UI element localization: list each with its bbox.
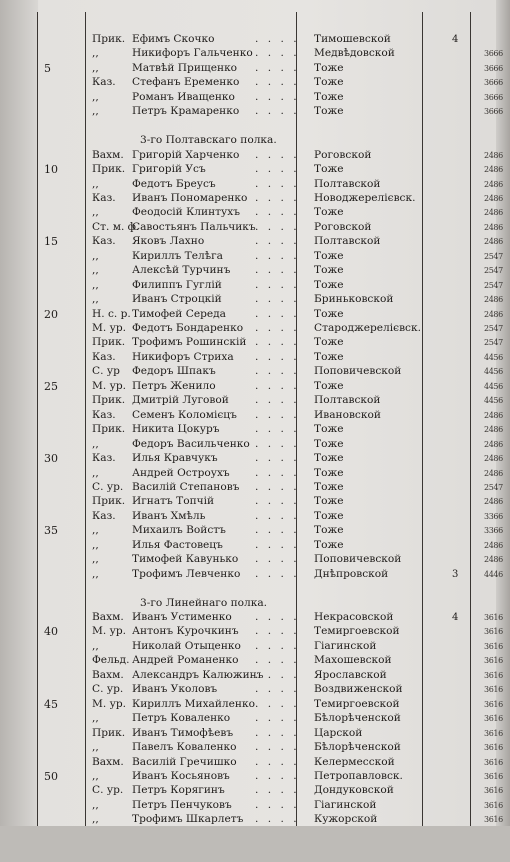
leader-dots: . . . . <box>255 798 300 811</box>
id-fragment-cell: 2486 <box>484 165 503 175</box>
name-cell: Петръ Женило <box>132 379 216 392</box>
rank-cell: Прик. <box>92 726 126 739</box>
leader-dots: . . . . <box>255 437 300 450</box>
id-fragment-cell: 2547 <box>484 280 503 290</box>
id-fragment-cell: 3616 <box>484 771 503 781</box>
rank-cell: Ст. м. ф. <box>92 220 140 233</box>
stanitsa-cell: Днѣпровской <box>314 567 389 580</box>
rank-cell: ,, <box>92 90 99 103</box>
row-number: 10 <box>44 163 58 177</box>
name-cell: Филиппъ Гуглій <box>132 278 222 291</box>
rank-cell: М. ур. <box>92 322 126 334</box>
id-fragment-cell: 3616 <box>484 641 503 651</box>
rank-cell: ,, <box>92 437 99 450</box>
id-fragment-cell: 2486 <box>484 497 503 507</box>
rank-cell: Прик. <box>92 163 126 176</box>
leader-dots: . . . . <box>255 163 300 176</box>
name-cell: Тимофей Середа <box>132 307 226 320</box>
rank-cell: ,, <box>92 567 99 580</box>
rank-cell: Каз. <box>92 235 116 248</box>
id-fragment-cell: 4446 <box>484 569 503 579</box>
stanitsa-cell: Новоджерелієвск. <box>314 191 416 204</box>
leader-dots: . . . . <box>255 726 300 739</box>
stanitsa-cell: Тоже <box>314 466 344 479</box>
rank-cell: М. ур. <box>92 625 126 638</box>
name-cell: Иванъ Хмѣль <box>132 509 206 522</box>
rank-cell: ,, <box>92 206 99 219</box>
leader-dots: . . . . <box>255 654 300 667</box>
id-fragment-cell: 4456 <box>484 367 503 377</box>
stanitsa-cell: Тоже <box>314 249 344 262</box>
name-cell: Иванъ Уколовъ <box>132 683 218 696</box>
name-cell: Александръ Калюжинъ <box>132 668 264 681</box>
leader-dots: . . . . <box>255 61 300 74</box>
name-cell: Николай Отыценко <box>132 639 241 652</box>
rank-cell: Каз. <box>92 452 116 465</box>
stanitsa-cell: Тоже <box>314 90 344 103</box>
leader-dots: . . . . <box>255 495 300 508</box>
stanitsa-cell: Тоже <box>314 105 344 118</box>
leader-dots: . . . . <box>255 466 300 479</box>
id-fragment-cell: 3616 <box>484 743 503 753</box>
stanitsa-cell: Дондуковской <box>314 784 394 797</box>
id-fragment-cell: 3666 <box>484 49 503 59</box>
stanitsa-cell: Темиргоевской <box>314 625 400 638</box>
rank-cell: Вахм. <box>92 668 124 681</box>
name-cell: Яковъ Лахно <box>132 235 205 248</box>
rank-cell: ,, <box>92 293 99 306</box>
leader-dots: . . . . <box>255 249 300 262</box>
id-fragment-cell: 3366 <box>484 526 503 536</box>
stanitsa-cell: Староджерелієвск. <box>314 322 421 334</box>
leader-dots: . . . . <box>255 220 300 233</box>
id-fragment-cell: 3616 <box>484 714 503 724</box>
name-cell: Павелъ Коваленко <box>132 741 237 754</box>
rank-cell: С. ур. <box>92 683 124 696</box>
id-fragment-cell: 2486 <box>484 150 503 160</box>
leader-dots: . . . . <box>255 408 300 421</box>
stanitsa-cell: Гіагинской <box>314 639 377 652</box>
id-fragment-cell: 2486 <box>484 295 503 305</box>
leader-dots: . . . . <box>255 177 300 190</box>
id-fragment-cell: 3616 <box>484 728 503 738</box>
stanitsa-cell: Тоже <box>314 423 344 436</box>
leader-dots: . . . . <box>255 350 300 363</box>
leader-dots: . . . . <box>255 639 300 652</box>
leader-dots: . . . . <box>255 336 300 349</box>
name-cell: Федотъ Бреусъ <box>132 177 216 190</box>
name-cell: Антонъ Курочкинъ <box>132 625 239 638</box>
leader-dots: . . . . <box>255 755 300 768</box>
name-cell: Стефанъ Еременко <box>132 76 240 89</box>
stanitsa-cell: Ярославской <box>314 668 387 681</box>
name-cell: Михаилъ Войстъ <box>132 524 226 537</box>
name-cell: Ефимъ Скочко <box>132 33 215 45</box>
name-cell: Алексѣй Турчинъ <box>132 264 231 277</box>
id-fragment-cell: 3616 <box>484 656 503 666</box>
stanitsa-cell: Некрасовской <box>314 611 394 623</box>
rank-cell: ,, <box>92 524 99 537</box>
name-cell: Петръ Корягинъ <box>132 784 225 797</box>
stanitsa-cell: Тоже <box>314 452 344 465</box>
leader-dots: . . . . <box>255 394 300 407</box>
leader-dots: . . . . <box>255 47 300 60</box>
name-cell: Тимофей Кавунько <box>132 553 239 566</box>
name-cell: Федоръ Васильченко <box>132 437 250 450</box>
count-cell: 3 <box>452 568 459 580</box>
rank-cell: Прик. <box>92 394 126 407</box>
id-fragment-cell: 2486 <box>484 179 503 189</box>
id-fragment-cell: 2486 <box>484 555 503 565</box>
id-fragment-cell: 3616 <box>484 627 503 637</box>
stanitsa-cell: Полтавской <box>314 394 381 407</box>
stanitsa-cell: Тоже <box>314 350 344 363</box>
id-fragment-cell: 3616 <box>484 786 503 796</box>
leader-dots: . . . . <box>255 712 300 725</box>
leader-dots: . . . . <box>255 206 300 219</box>
stanitsa-cell: Кужорской <box>314 813 378 826</box>
row-number: 45 <box>44 697 58 711</box>
leader-dots: . . . . <box>255 625 300 638</box>
id-fragment-cell: 2547 <box>484 266 503 276</box>
leader-dots: . . . . <box>255 553 300 566</box>
leader-dots: . . . . <box>255 293 300 306</box>
leader-dots: . . . . <box>255 683 300 696</box>
rank-cell: ,, <box>92 769 99 782</box>
stanitsa-cell: Роговской <box>314 220 372 233</box>
leader-dots: . . . . <box>255 524 300 537</box>
stanitsa-cell: Тоже <box>314 379 344 392</box>
rank-cell: Прик. <box>92 336 126 349</box>
id-fragment-cell: 2547 <box>484 251 503 261</box>
stanitsa-cell: Царской <box>314 726 363 739</box>
count-cell: 4 <box>452 612 459 623</box>
name-cell: Иванъ Устименко <box>132 611 232 623</box>
leader-dots: . . . . <box>255 379 300 392</box>
row-number: 30 <box>44 452 58 466</box>
rank-cell: ,, <box>92 47 99 60</box>
rank-cell: М. ур. <box>92 379 126 392</box>
id-fragment-cell: 2486 <box>484 425 503 435</box>
name-cell: Григорій Харченко <box>132 148 240 161</box>
leader-dots: . . . . <box>255 784 300 797</box>
id-fragment-cell: 2486 <box>484 193 503 203</box>
stanitsa-cell: Медвѣдовской <box>314 47 395 60</box>
rank-cell: Прик. <box>92 495 126 508</box>
leader-dots: . . . . <box>255 365 300 378</box>
count-cell: 4 <box>452 34 459 45</box>
name-cell: Матвѣй Прищенко <box>132 61 238 74</box>
rank-cell: ,, <box>92 249 99 262</box>
rank-cell: ,, <box>92 813 99 826</box>
id-fragment-cell: 2486 <box>484 468 503 478</box>
name-cell: Трофимъ Левченко <box>132 567 241 580</box>
rank-cell: Прик. <box>92 33 126 45</box>
stanitsa-cell: Тоже <box>314 264 344 277</box>
id-fragment-cell: 2486 <box>484 540 503 550</box>
stanitsa-cell: Тоже <box>314 61 344 74</box>
name-cell: Петръ Коваленко <box>132 712 231 725</box>
leader-dots: . . . . <box>255 480 300 493</box>
name-cell: Трофимъ Шкарлетъ <box>132 813 244 826</box>
id-fragment-cell: 2486 <box>484 237 503 247</box>
row-number: 50 <box>44 769 58 783</box>
row-number: 35 <box>44 524 58 538</box>
page-bottom-margin <box>0 826 510 862</box>
stanitsa-cell: Темиргоевской <box>314 697 400 710</box>
rank-cell: С. ур. <box>92 480 124 493</box>
name-cell: Никифоръ Гальченко <box>132 47 253 60</box>
leader-dots: . . . . <box>255 235 300 248</box>
name-cell: Илья Фастовецъ <box>132 538 223 551</box>
name-cell: Никита Цокуръ <box>132 423 220 436</box>
stanitsa-cell: Полтавской <box>314 177 381 190</box>
stanitsa-cell: Тоже <box>314 437 344 450</box>
rank-cell: Вахм. <box>92 148 124 161</box>
name-cell: Иванъ Пономаренко <box>132 191 248 204</box>
id-fragment-cell: 3616 <box>484 815 503 825</box>
rank-cell: Каз. <box>92 509 116 522</box>
rank-cell: ,, <box>92 798 99 811</box>
rank-cell: Каз. <box>92 408 116 421</box>
row-number: 5 <box>44 61 51 75</box>
id-fragment-cell: 3666 <box>484 63 503 73</box>
rank-cell: ,, <box>92 553 99 566</box>
stanitsa-cell: Бриньковской <box>314 293 394 306</box>
id-fragment-cell: 3616 <box>484 800 503 810</box>
rank-cell: ,, <box>92 177 99 190</box>
name-cell: Кириллъ Телѣга <box>132 249 223 262</box>
leader-dots: . . . . <box>255 76 300 89</box>
rank-cell: Вахм. <box>92 755 124 768</box>
row-number: 15 <box>44 235 58 249</box>
name-cell: Никифоръ Стриха <box>132 350 234 363</box>
rank-cell: Каз. <box>92 191 116 204</box>
name-cell: Семенъ Коломієцъ <box>132 408 237 421</box>
stanitsa-cell: Роговской <box>314 148 372 161</box>
rank-cell: ,, <box>92 264 99 277</box>
rank-cell: ,, <box>92 538 99 551</box>
name-cell: Феодосій Клинтухъ <box>132 206 240 219</box>
id-fragment-cell: 4456 <box>484 396 503 406</box>
name-cell: Андрей Романенко <box>132 654 239 667</box>
id-fragment-cell: 3616 <box>484 699 503 709</box>
stanitsa-cell: Полтавской <box>314 235 381 248</box>
row-number: 40 <box>44 625 58 639</box>
rank-cell: ,, <box>92 712 99 725</box>
stanitsa-cell: Бѣлорѣченской <box>314 741 401 754</box>
stanitsa-cell: Гіагинской <box>314 798 377 811</box>
id-fragment-cell: 2486 <box>484 208 503 218</box>
name-cell: Савостьянъ Пальчикъ <box>132 220 256 233</box>
id-fragment-cell: 2486 <box>484 410 503 420</box>
stanitsa-cell: Тоже <box>314 495 344 508</box>
id-fragment-cell: 2547 <box>484 338 503 348</box>
name-cell: Андрей Остроухъ <box>132 466 230 479</box>
id-fragment-cell: 2486 <box>484 454 503 464</box>
rank-cell: ,, <box>92 639 99 652</box>
table-row <box>0 566 510 583</box>
rank-cell: Фельд. <box>92 654 130 667</box>
leader-dots: . . . . <box>255 611 300 623</box>
leader-dots: . . . . <box>255 148 300 161</box>
leader-dots: . . . . <box>255 307 300 320</box>
rank-cell: Каз. <box>92 76 116 89</box>
name-cell: Дмитрій Луговой <box>132 394 229 407</box>
section-header-poltava: 3-го Полтавскаго полка. <box>140 134 277 147</box>
name-cell: Петръ Крамаренко <box>132 105 240 118</box>
id-fragment-cell: 3616 <box>484 670 503 680</box>
rank-cell: ,, <box>92 278 99 291</box>
leader-dots: . . . . <box>255 741 300 754</box>
section-header-lineyny: 3-го Линейнаго полка. <box>140 596 268 609</box>
leader-dots: . . . . <box>255 813 300 826</box>
name-cell: Иванъ Строцкій <box>132 293 222 306</box>
leader-dots: . . . . <box>255 423 300 436</box>
id-fragment-cell: 3616 <box>484 685 503 695</box>
leader-dots: . . . . <box>255 105 300 118</box>
rank-cell: ,, <box>92 61 99 74</box>
id-fragment-cell: 2486 <box>484 439 503 449</box>
id-fragment-cell: 2486 <box>484 309 503 319</box>
stanitsa-cell: Тоже <box>314 76 344 89</box>
leader-dots: . . . . <box>255 509 300 522</box>
stanitsa-cell: Бѣлорѣченской <box>314 712 401 725</box>
id-fragment-cell: 2547 <box>484 324 503 333</box>
leader-dots: . . . . <box>255 278 300 291</box>
id-fragment-cell: 2486 <box>484 222 503 232</box>
id-fragment-cell: 2547 <box>484 482 503 492</box>
name-cell: Романъ Иващенко <box>132 90 235 103</box>
rank-cell: ,, <box>92 741 99 754</box>
stanitsa-cell: Тоже <box>314 509 344 522</box>
id-fragment-cell: 3666 <box>484 107 503 117</box>
leader-dots: . . . . <box>255 264 300 277</box>
rank-cell: М. ур. <box>92 697 126 710</box>
name-cell: Иванъ Тимофѣевъ <box>132 726 234 739</box>
rank-cell: С. ур <box>92 365 120 378</box>
stanitsa-cell: Ивановской <box>314 408 381 421</box>
stanitsa-cell: Махошевской <box>314 654 392 667</box>
name-cell: Федотъ Бондаренко <box>132 322 244 334</box>
name-cell: Трофимъ Рошинскій <box>132 336 247 349</box>
stanitsa-cell: Тоже <box>314 336 344 349</box>
name-cell: Федоръ Шпакъ <box>132 365 216 378</box>
rank-cell: Каз. <box>92 350 116 363</box>
row-number: 25 <box>44 379 58 393</box>
name-cell: Петръ Пенчуковъ <box>132 798 232 811</box>
name-cell: Василій Степановъ <box>132 480 240 493</box>
leader-dots: . . . . <box>255 697 300 710</box>
name-cell: Игнатъ Топчій <box>132 495 215 508</box>
id-fragment-cell: 4456 <box>484 352 503 362</box>
name-cell: Василій Гречишко <box>132 755 237 768</box>
leader-dots: . . . . <box>255 452 300 465</box>
stanitsa-cell: Поповичевской <box>314 365 402 378</box>
leader-dots: . . . . <box>255 538 300 551</box>
rank-cell: Н. с. р. <box>92 307 131 320</box>
id-fragment-cell: 3666 <box>484 78 503 88</box>
stanitsa-cell: Тоже <box>314 278 344 291</box>
stanitsa-cell: Тимошевской <box>314 33 391 45</box>
leader-dots: . . . . <box>255 668 300 681</box>
stanitsa-cell: Петропавловск. <box>314 769 403 782</box>
rank-cell: Прик. <box>92 423 126 436</box>
stanitsa-cell: Воздвиженской <box>314 683 403 696</box>
table-row <box>0 103 510 120</box>
rank-cell: Вахм. <box>92 611 124 623</box>
leader-dots: . . . . <box>255 567 300 580</box>
row-number: 20 <box>44 307 58 321</box>
leader-dots: . . . . <box>255 90 300 103</box>
stanitsa-cell: Тоже <box>314 163 344 176</box>
id-fragment-cell: 3666 <box>484 92 503 102</box>
id-fragment-cell: 3366 <box>484 511 503 521</box>
stanitsa-cell: Тоже <box>314 480 344 493</box>
leader-dots: . . . . <box>255 769 300 782</box>
stanitsa-cell: Тоже <box>314 524 344 537</box>
rank-cell: ,, <box>92 105 99 118</box>
stanitsa-cell: Тоже <box>314 538 344 551</box>
id-fragment-cell: 4456 <box>484 381 503 391</box>
stanitsa-cell: Тоже <box>314 307 344 320</box>
id-fragment-cell: 3616 <box>484 613 503 622</box>
leader-dots: . . . . <box>255 322 300 334</box>
id-fragment-cell: 3616 <box>484 757 503 767</box>
name-cell: Кириллъ Михайленко <box>132 697 255 710</box>
stanitsa-cell: Поповичевской <box>314 553 402 566</box>
stanitsa-cell: Келермесской <box>314 755 395 768</box>
name-cell: Григорій Усъ <box>132 163 206 176</box>
stanitsa-cell: Тоже <box>314 206 344 219</box>
name-cell: Илья Кравчукъ <box>132 452 218 465</box>
leader-dots: . . . . <box>255 33 300 45</box>
rank-cell: С. ур. <box>92 784 124 797</box>
name-cell: Иванъ Косьяновъ <box>132 769 230 782</box>
rank-cell: ,, <box>92 466 99 479</box>
leader-dots: . . . . <box>255 191 300 204</box>
